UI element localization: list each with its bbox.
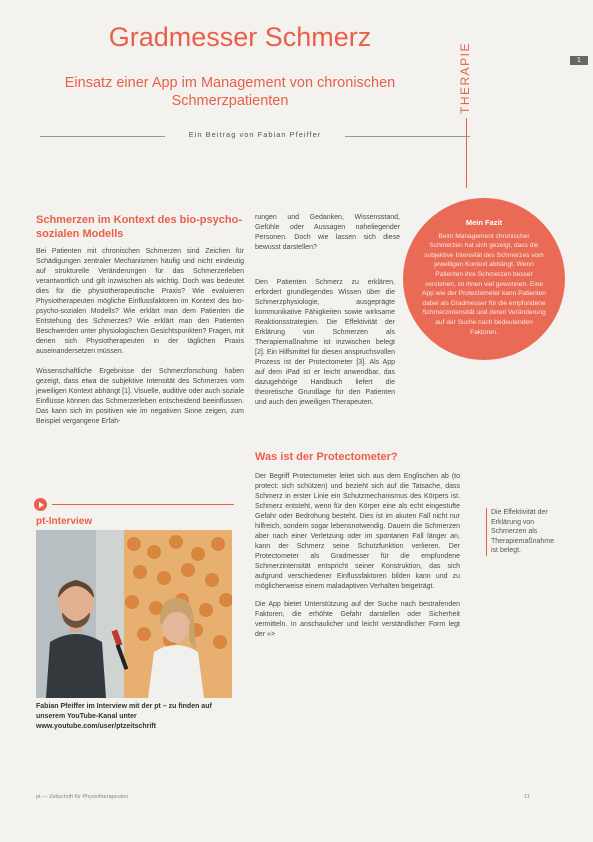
page-badge: 1 <box>570 56 588 65</box>
paragraph-2: Wissenschaftliche Ergebnisse der Schmerzforschung haben gezeigt, dass etwa die subjektive Intensität des Schmerzes vom jeweiligen Kontext abhängt [1]. Visuelle, auditive oder auch soziale Einflüsse können das Schmerzerleben entscheidend beeinflussen. Das kann sich im positiven wie im negativen Sinne zeigen, zum Beispiel vergangene Erfah- <box>36 368 244 425</box>
fazit-heading: Mein Fazit <box>465 218 503 227</box>
interview-photo-illustration <box>36 530 232 698</box>
side-note: Die Effektivität der Erklärung von Schmerzen als Therapiemaßnahme ist belegt. <box>486 508 561 556</box>
paragraph-1: Bei Patienten mit chronischen Schmerzen sind Zeichen für Schädigungen zentraler Mechanismen häufig und nicht eindeutig auf strukturelle Veränderungen für das Schmerzerleben verantwortlich und gilt inzwischen als wichtig. Doch was bedeutet dies für die physiotherapeutische Praxis? Wie evaluieren Physiotherapeuten mögliche Einflussfaktoren im Kontext des bio-psycho-sozialen Modells? Wie erklärt man dem Patienten die Entstehung des Schmerzes? Wie erklärt man den Patienten Beschwerden unter physiologischen Gesichtspunkten? Fragen, mit denen sich Physiotherapeuten in der täglichen Praxis auseinandersetzen müssen. <box>36 248 244 355</box>
paragraph-4: Den Patienten Schmerz zu erklären, erfordert grundlegendes Wissen über die Schmerzphysiologie, ausgeprägte kommunikative Fähigkeiten sowie wirksame Reaktionsstrategien. Die Effektivität der Erklärung von Schmerzen als Therapiemaßnahme ist inzwischen belegt [2]. Ein Hilfsmittel für diesen anspruchsvollen Prozess ist der Protectometer [3]. Als App auf dem iPad ist er leicht anwendbar, das dazugehörige Handbuch liefert die theoretische Grundlage für den Patienten und auch den jeweiligen Therapeuten. <box>255 279 395 406</box>
byline: Ein Beitrag von Fabian Pfeiffer <box>170 130 340 139</box>
interview-caption: Fabian Pfeiffer im Interview mit der pt – zu finden auf unserem YouTube-Kanal unter www.youtube.com/user/ptzeitschrift <box>36 703 212 730</box>
interview-photo[interactable] <box>36 530 232 698</box>
fazit-text: Beim Management chronischer Schmerzen hat sich gezeigt, dass die subjektive Intensität des Schmerzes vom jeweiligen Kontext abhängt. Wenn Patienten ihre Schmerzen besser verstehen, ist ihnen viel gewonnen. Eine App wie der Protectometer kann Patienten dabei als Gradmesser für die empfundene Schmerzintensität und deren Veränderung auf der Suche nach bedeutenden Faktoren. <box>422 232 546 336</box>
section-tag-rule <box>466 118 467 188</box>
paragraph-6: Die App bietet Unterstützung auf der Suche nach bestrafenden Faktoren, die erhöhte Gefahr darstellen oder Sicherheit vermitteln. In anschaulicher und leicht verständlicher Form legt der »> <box>255 601 460 638</box>
byline-row <box>40 130 470 142</box>
section-tag-label: THERAPIE <box>458 41 472 114</box>
footer-left: pt — Zeitschrift für Physiotherapeuten <box>36 794 129 800</box>
interview-label: pt-Interview <box>36 516 93 527</box>
byline-rule-right <box>345 136 470 137</box>
paragraph-3: rungen und Gedanken, Wissensstand, Gefühle oder Aussagen naheliegender Personen. Doch wie lassen sich diese bewusst darstellen? <box>255 214 400 251</box>
article-title: Gradmesser Schmerz <box>108 22 372 52</box>
column-right-lower <box>255 450 460 640</box>
article-subtitle <box>60 74 400 110</box>
fazit-circle <box>403 198 565 360</box>
paragraph-5: Der Begriff Protectometer leitet sich aus dem Englischen ab (to protect: sich schützen) und bezieht sich auf die Tatsache, dass Schmerz in erster Linie ein Schutzmechanismus des Körpers ist. Schmerz entsteht, wenn für den Körper eine als echt eingestufte Gefahr oder Bedrohung besteht. Dies ist im akuten Fall nicht nur hilfreich, sondern sogar lebensnotwendig. Dauern die Schmerzen aber nach einer Verletzung oder im spontanen Fall länger an, kann der Schmerz seine Schutzfunktion verlieren. Der Protectometer als Gradmesser für die empfundene Schmerzintensität entspricht seiner Konstruktion, das sich aufgrund verschiedener Einflussfaktoren bilden kann und zu möglicherweise einem maladaptiven Verhalten beigeträgt. <box>255 473 460 590</box>
column-right-top <box>255 213 400 253</box>
subtitle-line-1: Einsatz einer App im Management von chronischen <box>64 75 396 91</box>
interview-rule <box>52 504 234 505</box>
section-heading-2: Was ist der Protectometer? <box>255 451 398 463</box>
column-left <box>36 213 244 427</box>
interview-bar <box>34 498 234 512</box>
page-number: 11 <box>524 794 530 800</box>
section-tag <box>456 16 476 116</box>
play-icon[interactable] <box>34 498 47 511</box>
section-heading-1: Schmerzen im Kontext des bio-psycho-sozialen Modells <box>36 214 242 240</box>
byline-rule-left <box>40 136 165 137</box>
subtitle-line-2: Schmerzpatienten <box>171 93 289 109</box>
